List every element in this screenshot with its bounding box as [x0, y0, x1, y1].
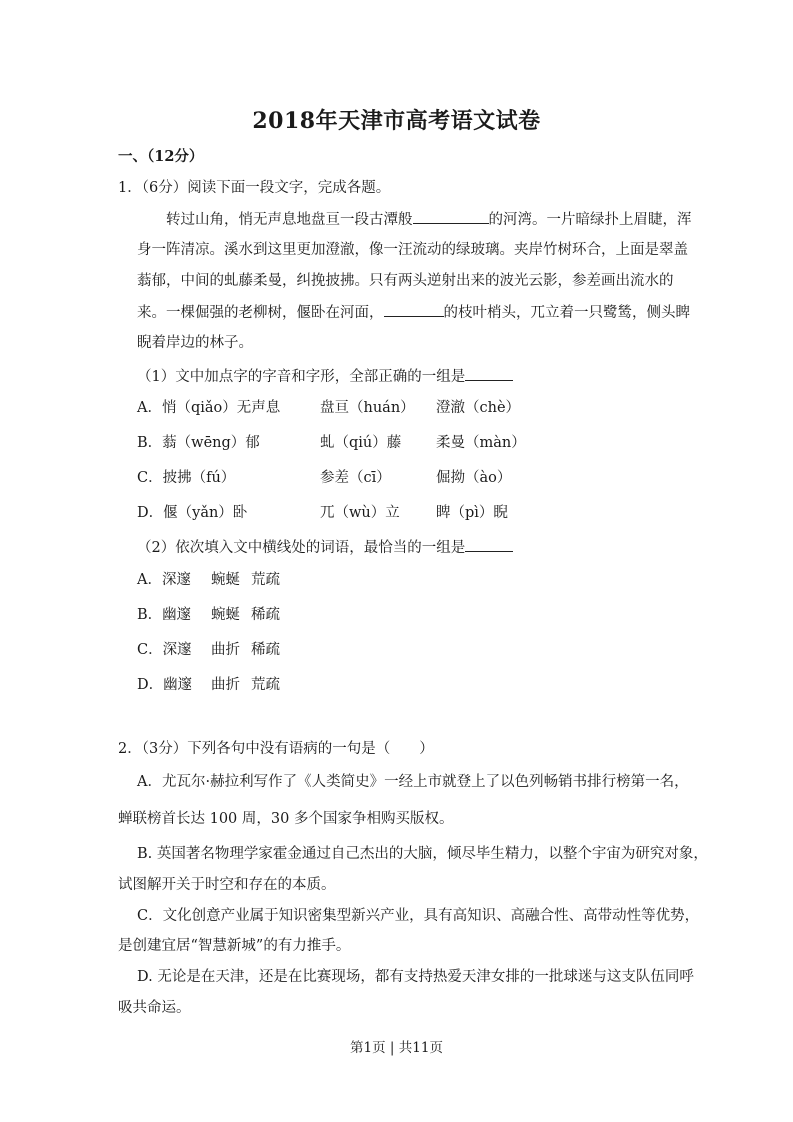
option-q2-C-line2: 是创建宜居“智慧新城”的有力推手。	[118, 938, 351, 954]
option-q2-D-line1: D. 无论是在天津，还是在比赛现场，都有支持热爱天津女排的一批球迷与这支队伍同呼	[137, 969, 694, 985]
option-q2-C-line1: C．文化创意产业属于知识密集型新兴产业，具有高知识、高融合性、高带动性等优势，	[137, 908, 700, 924]
option-1D-col1: D．偃（yǎn）卧	[137, 505, 248, 521]
passage-line-4	[137, 302, 690, 323]
passage-line-1	[166, 209, 692, 230]
option-1C-col2: 参差（cī）	[320, 470, 391, 486]
passage-line-5: 睨着岸边的林子。	[137, 335, 253, 351]
option-1A-col1: A．悄（qiǎo）无声息	[137, 400, 281, 416]
option-q2-D-line2: 吸共命运。	[118, 1000, 191, 1016]
option-2B-col3: 稀疏	[251, 607, 280, 623]
question-1-stem: 1．（6分）阅读下面一段文字，完成各题。	[118, 180, 391, 196]
sub-question-2-stem	[137, 537, 513, 558]
sub-question-text: （1）文中加点字的字音和字形，全部正确的一组是	[137, 369, 466, 385]
fill-blank	[384, 302, 444, 317]
section-heading: 一、（12分）	[118, 148, 204, 165]
option-1B-col1: B．蓊（wēng）郁	[137, 435, 260, 451]
option-q2-B-line1: B. 英国著名物理学家霍金通过自己杰出的大脑，倾尽毕生精力，以整个宇宙为研究对象，	[137, 846, 708, 862]
option-1D-col3: 睥（pì）睨	[436, 505, 508, 521]
sub-question-text: （2）依次填入文中横线处的词语，最恰当的一组是	[137, 540, 466, 556]
option-1A-col2: 盘亘（huán）	[320, 400, 415, 416]
option-1C-col1: C．披拂（fú）	[137, 470, 236, 486]
option-1B-col2: 虬（qiú）藤	[320, 435, 402, 451]
passage-line-3: 蓊郁，中间的虬藤柔曼，纠挽披拂。只有两头逆射出来的波光云影，参差画出流水的	[137, 273, 674, 289]
passage-text: 的河湾。一片暗绿扑上眉睫，浑	[488, 212, 692, 228]
option-2B-col2: 蜿蜒	[211, 607, 240, 623]
option-q2-B-line2: 试图解开关于时空和存在的本质。	[118, 877, 336, 893]
option-2D-col1: D．幽邃	[137, 677, 193, 693]
option-2C-col2: 曲折	[211, 642, 240, 658]
option-2C-col1: C．深邃	[137, 642, 192, 658]
option-2A-col2: 蜿蜒	[211, 572, 240, 588]
option-1D-col2: 兀（wù）立	[320, 505, 400, 521]
option-q2-A-line1: A．尤瓦尔·赫拉利写作了《人类简史》一经上市就登上了以色列畅销书排行榜第一名，	[137, 774, 689, 790]
option-1C-col3: 倔拗（ào）	[436, 470, 512, 486]
option-2B-col1: B．幽邃	[137, 607, 192, 623]
option-1A-col3: 澄澈（chè）	[436, 400, 521, 416]
question-2-stem: 2．（3分）下列各句中没有语病的一句是（ ）	[118, 741, 434, 757]
answer-blank	[465, 537, 513, 552]
option-2C-col3: 稀疏	[251, 642, 280, 658]
answer-blank	[465, 366, 513, 381]
option-1B-col3: 柔曼（màn）	[436, 435, 526, 451]
passage-text: 来。一棵倔强的老柳树，偃卧在河面，	[137, 305, 384, 321]
option-2A-col1: A．深邃	[137, 572, 191, 588]
fill-blank	[413, 209, 489, 224]
option-q2-A-line2: 蝉联榜首长达 100 周，30 多个国家争相购买版权。	[118, 811, 454, 827]
option-2A-col3: 荒疏	[251, 572, 280, 588]
passage-text: 转过山角，悄无声息地盘亘一段古潭般	[166, 212, 413, 228]
passage-text: 的枝叶梢头，兀立着一只鹭鸶，侧头睥	[443, 305, 690, 321]
page-title: 2018年天津市高考语文试卷	[252, 108, 541, 134]
passage-line-2: 身一阵清凉。溪水到这里更加澄澈，像一汪流动的绿玻璃。夹岸竹树环合，上面是翠盖	[137, 242, 688, 258]
option-2D-col3: 荒疏	[251, 677, 280, 693]
sub-question-1-stem	[137, 366, 513, 387]
page-footer: 第1页 | 共11页	[350, 1040, 443, 1056]
option-2D-col2: 曲折	[211, 677, 240, 693]
